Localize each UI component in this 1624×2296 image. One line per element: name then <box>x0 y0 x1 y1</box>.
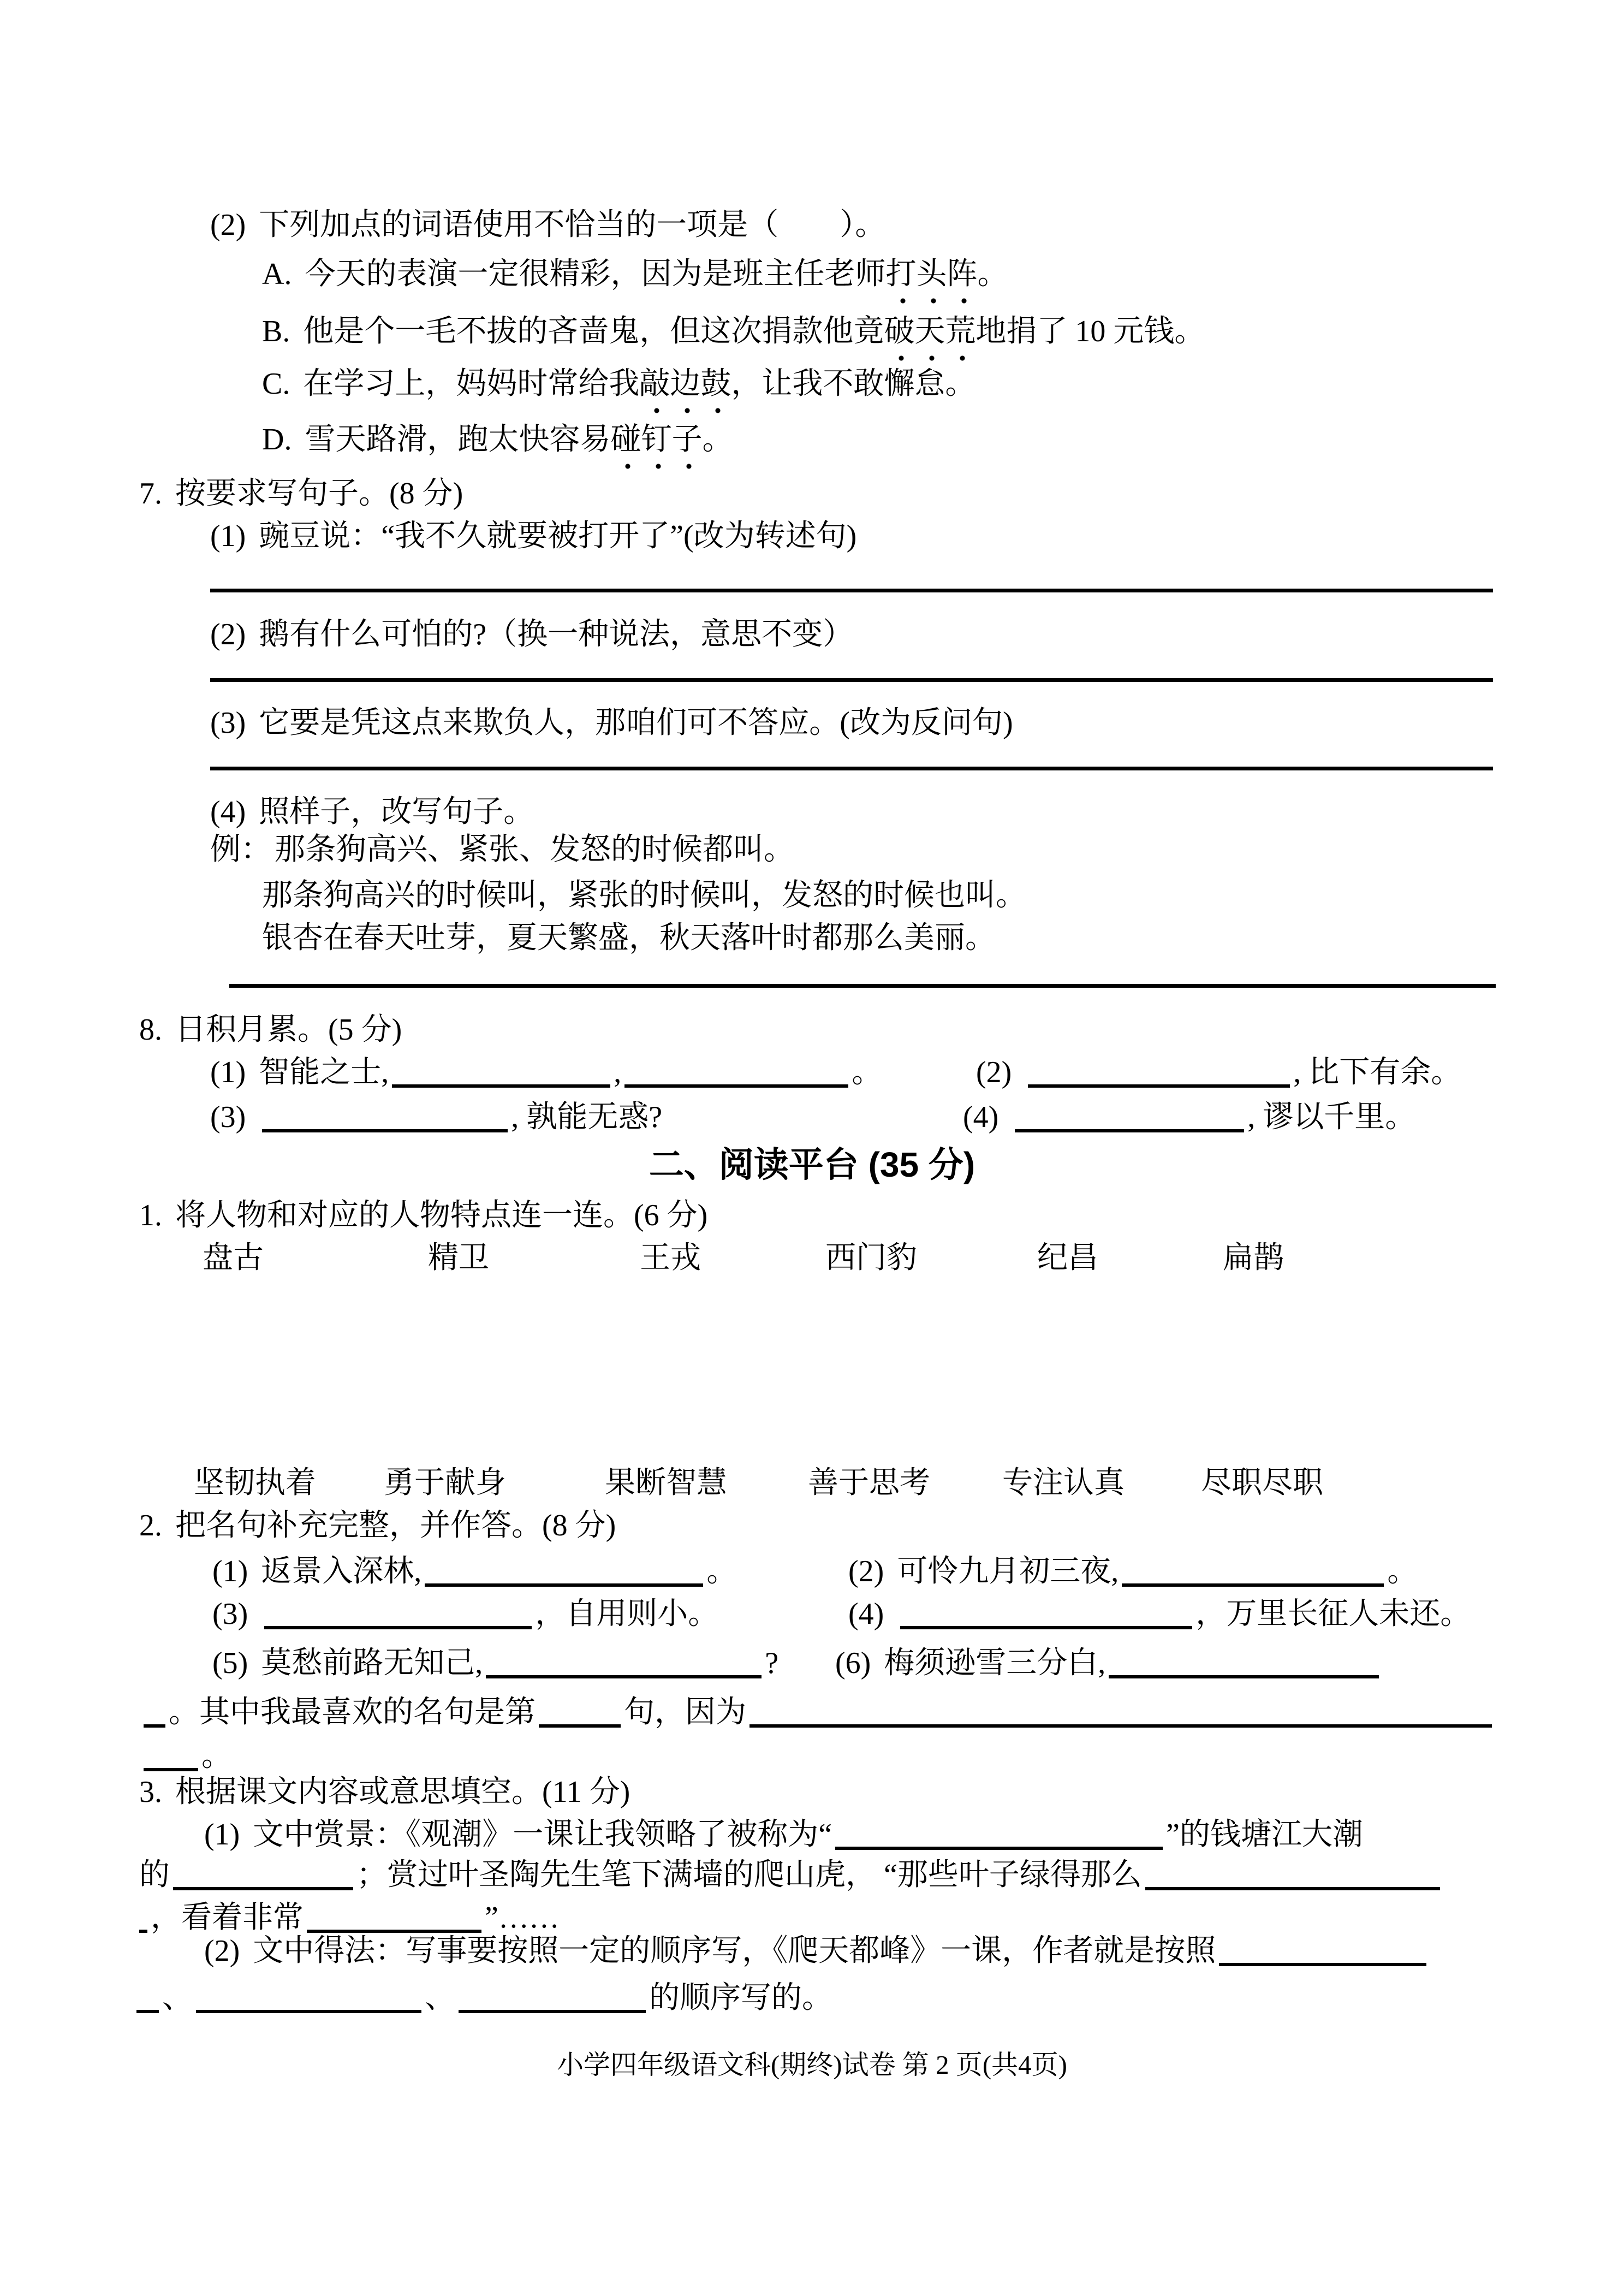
r1-title-text: 将人物和对应的人物特点连一连。(6 分) <box>175 1199 708 1232</box>
r2-item-5 <box>212 1644 778 1682</box>
r3-item-1-text-b: ”的钱塘江大潮 <box>1166 1818 1364 1852</box>
r2-favourite-line <box>144 1693 1495 1731</box>
r3-item-1-line-1 <box>204 1816 1363 1854</box>
option-d-emphasized-word: 碰钉子 <box>610 420 702 459</box>
r2-item-3-text: ，自用则小。 <box>535 1597 719 1631</box>
fill-in-blank <box>624 1059 848 1088</box>
answer-line <box>210 735 1493 770</box>
q8-item-2-number: (2) <box>976 1055 1012 1089</box>
r3-item-1-line-3 <box>139 1898 560 1937</box>
fill-in-blank <box>264 1601 532 1629</box>
character-trait: 果断智慧 <box>605 1466 727 1500</box>
r3-title <box>139 1773 630 1811</box>
option-a-emphasized-word: 打头阵 <box>885 255 977 293</box>
example-source-text: 那条狗高兴、紧张、发怒的时候都叫。 <box>275 833 794 867</box>
example-label: 例： <box>210 833 271 867</box>
fill-in-blank <box>749 1699 1492 1728</box>
character-name: 王戎 <box>640 1241 701 1275</box>
q7-example-task <box>262 919 996 957</box>
r3-item-1-text-d: ；赏过叶圣陶先生笔下满墙的爬山虎， “那些叶子绿得那么 <box>356 1858 1142 1892</box>
q7-item-1-text: 豌豆说：“我不久就要被打开了”(改为转述句) <box>259 519 857 553</box>
q7-item-4-number: (4) <box>210 795 246 829</box>
r3-item-1-text-e: ，看着非常 <box>151 1901 304 1935</box>
r2-item-4-text: ，万里长征人未还。 <box>1195 1597 1471 1631</box>
character-name: 西门豹 <box>825 1241 917 1275</box>
r2-item-6 <box>835 1644 1382 1682</box>
answer-line <box>229 952 1496 988</box>
r2-favourite-period: 。 <box>201 1739 232 1773</box>
option-b-text: 他是个一毛不拔的吝啬鬼，但这次捐款他竟 <box>303 315 884 348</box>
r2-item-2-text: 可怜九月初三夜, <box>897 1555 1119 1588</box>
q8-item-3-number: (3) <box>210 1100 246 1134</box>
r3-item-1-line-2 <box>139 1856 1443 1894</box>
option-a <box>262 255 1008 293</box>
r2-item-3-number: (3) <box>212 1597 248 1631</box>
r2-item-1-period: 。 <box>706 1555 737 1588</box>
option-b <box>262 312 1205 351</box>
r3-item-2-sep-2: 、 <box>425 1981 455 2015</box>
r3-title-text: 根据课文内容或意思填空。(11 分) <box>175 1775 630 1809</box>
r1-title <box>139 1196 707 1235</box>
character-trait: 专注认真 <box>1002 1466 1125 1500</box>
fill-in-blank <box>1015 1104 1244 1132</box>
r3-item-2-line-2 <box>136 1979 832 2017</box>
q8-title-text: 日积月累。(5 分) <box>175 1013 402 1047</box>
option-c-text-end: ，让我不敢懈怠。 <box>731 367 976 401</box>
q8-item-1-number: (1) <box>210 1055 246 1089</box>
r3-item-1-text-a: 文中赏景：《观潮》一课让我领略了被称为“ <box>253 1818 832 1852</box>
q7-title-text: 按要求写句子。(8 分) <box>175 477 463 511</box>
q7-item-4 <box>210 793 534 831</box>
option-c-emphasized-word: 敲边鼓 <box>639 365 731 403</box>
character-trait: 坚韧执着 <box>194 1466 316 1500</box>
q8-number: 8. <box>139 1013 162 1047</box>
fill-in-blank <box>1219 1938 1426 1966</box>
match-traits-row <box>0 1464 1624 1505</box>
page-footer-text: 小学四年级语文科(期终)试卷 第 2 页(共4页) <box>556 2050 1068 2080</box>
fill-in-blank <box>900 1601 1192 1629</box>
r2-item-5-qmark: ? <box>765 1646 779 1680</box>
option-b-emphasized-word: 破天荒 <box>884 312 975 351</box>
option-b-text-end: 地捐了 10 元钱。 <box>975 315 1205 348</box>
answer-line <box>210 646 1493 682</box>
character-trait: 尽职尽职 <box>1201 1466 1323 1500</box>
q8-item-1-text: 智能之士, <box>259 1055 389 1089</box>
character-name: 纪昌 <box>1037 1241 1098 1275</box>
answer-line <box>210 557 1493 592</box>
option-d-text: 雪天路滑，跑太快容易 <box>305 423 611 456</box>
q7-example-source <box>210 830 794 869</box>
q7-item-4-text: 照样子，改写句子。 <box>259 795 534 829</box>
character-name: 盘古 <box>203 1241 264 1275</box>
q8-item-3 <box>210 1098 662 1136</box>
fill-in-blank <box>136 1985 159 2013</box>
fill-in-blank <box>173 1862 353 1890</box>
fill-in-blank <box>1109 1650 1379 1678</box>
q6-2-number: (2) <box>210 208 246 242</box>
r3-item-2-sep-1: 、 <box>162 1981 193 2015</box>
q8-item-2-text: , 比下有余。 <box>1293 1055 1462 1089</box>
r2-item-1-number: (1) <box>212 1555 248 1588</box>
fill-in-blank <box>539 1699 621 1728</box>
fill-in-blank <box>307 1905 481 1933</box>
r3-number: 3. <box>139 1775 162 1809</box>
q7-example-rewrite <box>262 876 1026 915</box>
r2-title <box>139 1506 616 1545</box>
r2-favourite-line-end <box>144 1737 232 1775</box>
fill-in-blank <box>392 1059 610 1088</box>
r2-item-1-text: 返景入深林, <box>261 1555 422 1588</box>
fill-in-blank <box>144 1743 198 1771</box>
option-d-label: D. <box>262 423 292 456</box>
r2-favourite-text-1: 。其中我最喜欢的名句是第 <box>169 1695 536 1729</box>
q8-item-4 <box>963 1098 1415 1136</box>
r1-number: 1. <box>139 1199 162 1232</box>
r2-item-6-text: 梅须逊雪三分白, <box>884 1646 1106 1680</box>
fill-in-blank <box>144 1699 165 1728</box>
q8-item-1-comma: , <box>614 1055 622 1089</box>
page-footer <box>0 2048 1624 2082</box>
fill-in-blank <box>1122 1558 1384 1587</box>
section-2-header <box>0 1144 1624 1185</box>
r2-item-2 <box>848 1552 1418 1591</box>
character-trait: 勇于献身 <box>384 1466 506 1500</box>
option-c-label: C. <box>262 367 290 401</box>
r2-item-5-text: 莫愁前路无知己, <box>261 1646 483 1680</box>
r3-item-1-number: (1) <box>204 1818 240 1852</box>
fill-in-blank <box>139 1905 147 1933</box>
r2-item-3 <box>212 1595 718 1633</box>
q8-item-3-text: , 孰能无惑? <box>511 1100 663 1134</box>
option-d-text-end: 。 <box>702 423 733 456</box>
option-c-text: 在学习上，妈妈时常给我 <box>303 367 640 401</box>
character-trait: 善于思考 <box>808 1466 930 1500</box>
q7-item-1-number: (1) <box>210 519 246 553</box>
q8-item-4-number: (4) <box>963 1100 999 1134</box>
example-rewrite-text: 那条狗高兴的时候叫，紧张的时候叫，发怒的时候也叫。 <box>262 879 1026 912</box>
match-names-row <box>0 1239 1624 1280</box>
option-a-text: 今天的表演一定很精彩，因为是班主任老师 <box>305 257 886 291</box>
q8-item-2 <box>976 1053 1461 1091</box>
q8-item-1 <box>210 1053 882 1091</box>
fill-in-blank <box>459 1985 646 2013</box>
r2-item-2-number: (2) <box>848 1555 884 1588</box>
q8-item-4-text: , 谬以千里。 <box>1247 1100 1416 1134</box>
character-name: 精卫 <box>428 1241 489 1275</box>
r2-item-1 <box>212 1552 737 1591</box>
fill-in-blank <box>1028 1059 1290 1088</box>
option-c <box>262 365 975 403</box>
r3-item-1-text-f: ”…… <box>485 1901 560 1935</box>
r3-item-2-number: (2) <box>204 1934 240 1968</box>
q7-number: 7. <box>139 477 162 511</box>
character-name: 扁鹊 <box>1223 1241 1284 1275</box>
q6-2-stem-text: 下列加点的词语使用不恰当的一项是（ ）。 <box>259 208 886 242</box>
option-d <box>262 420 733 459</box>
q7-item-3-number: (3) <box>210 706 246 740</box>
option-b-label: B. <box>262 315 290 348</box>
r2-item-2-period: 。 <box>1387 1555 1418 1588</box>
q7-item-2-text: 鹅有什么可怕的?（换一种说法，意思不变） <box>259 618 854 651</box>
fill-in-blank <box>835 1822 1163 1850</box>
fill-in-blank <box>196 1985 421 2013</box>
r3-item-2-text-a: 文中得法：写事要按照一定的顺序写，《爬天都峰》一课，作者就是按照 <box>253 1934 1216 1968</box>
r2-item-4-number: (4) <box>848 1597 884 1631</box>
r2-item-5-number: (5) <box>212 1646 248 1680</box>
fill-in-blank <box>486 1650 762 1678</box>
r2-item-6-number: (6) <box>835 1646 871 1680</box>
q7-item-1 <box>210 517 856 555</box>
q7-item-2-number: (2) <box>210 618 246 651</box>
option-a-label: A. <box>262 257 292 291</box>
r2-number: 2. <box>139 1509 162 1542</box>
r2-title-text: 把名句补充完整，并作答。(8 分) <box>175 1509 616 1542</box>
r3-item-2-text-b: 的顺序写的。 <box>649 1981 832 2015</box>
q8-title <box>139 1011 402 1049</box>
r3-item-1-text-c: 的 <box>139 1858 170 1892</box>
fill-in-blank <box>425 1558 703 1587</box>
section-2-title: 二、阅读平台 (35 分) <box>649 1145 975 1184</box>
q7-item-3-text: 它要是凭这点来欺负人，那咱们可不答应。(改为反问句) <box>259 706 1013 740</box>
fill-in-blank <box>1145 1862 1440 1890</box>
option-a-text-end: 。 <box>977 257 1008 291</box>
fill-in-blank <box>262 1104 508 1132</box>
example-task-text: 银杏在春天吐芽，夏天繁盛，秋天落叶时都那么美丽。 <box>262 921 996 955</box>
q8-item-1-period: 。 <box>852 1055 883 1089</box>
r3-item-2-line-1 <box>204 1932 1430 1970</box>
q6-2-stem <box>210 206 885 244</box>
q7-title <box>139 474 463 513</box>
r2-item-4 <box>848 1595 1471 1633</box>
r2-favourite-text-2: 句，因为 <box>624 1695 746 1729</box>
